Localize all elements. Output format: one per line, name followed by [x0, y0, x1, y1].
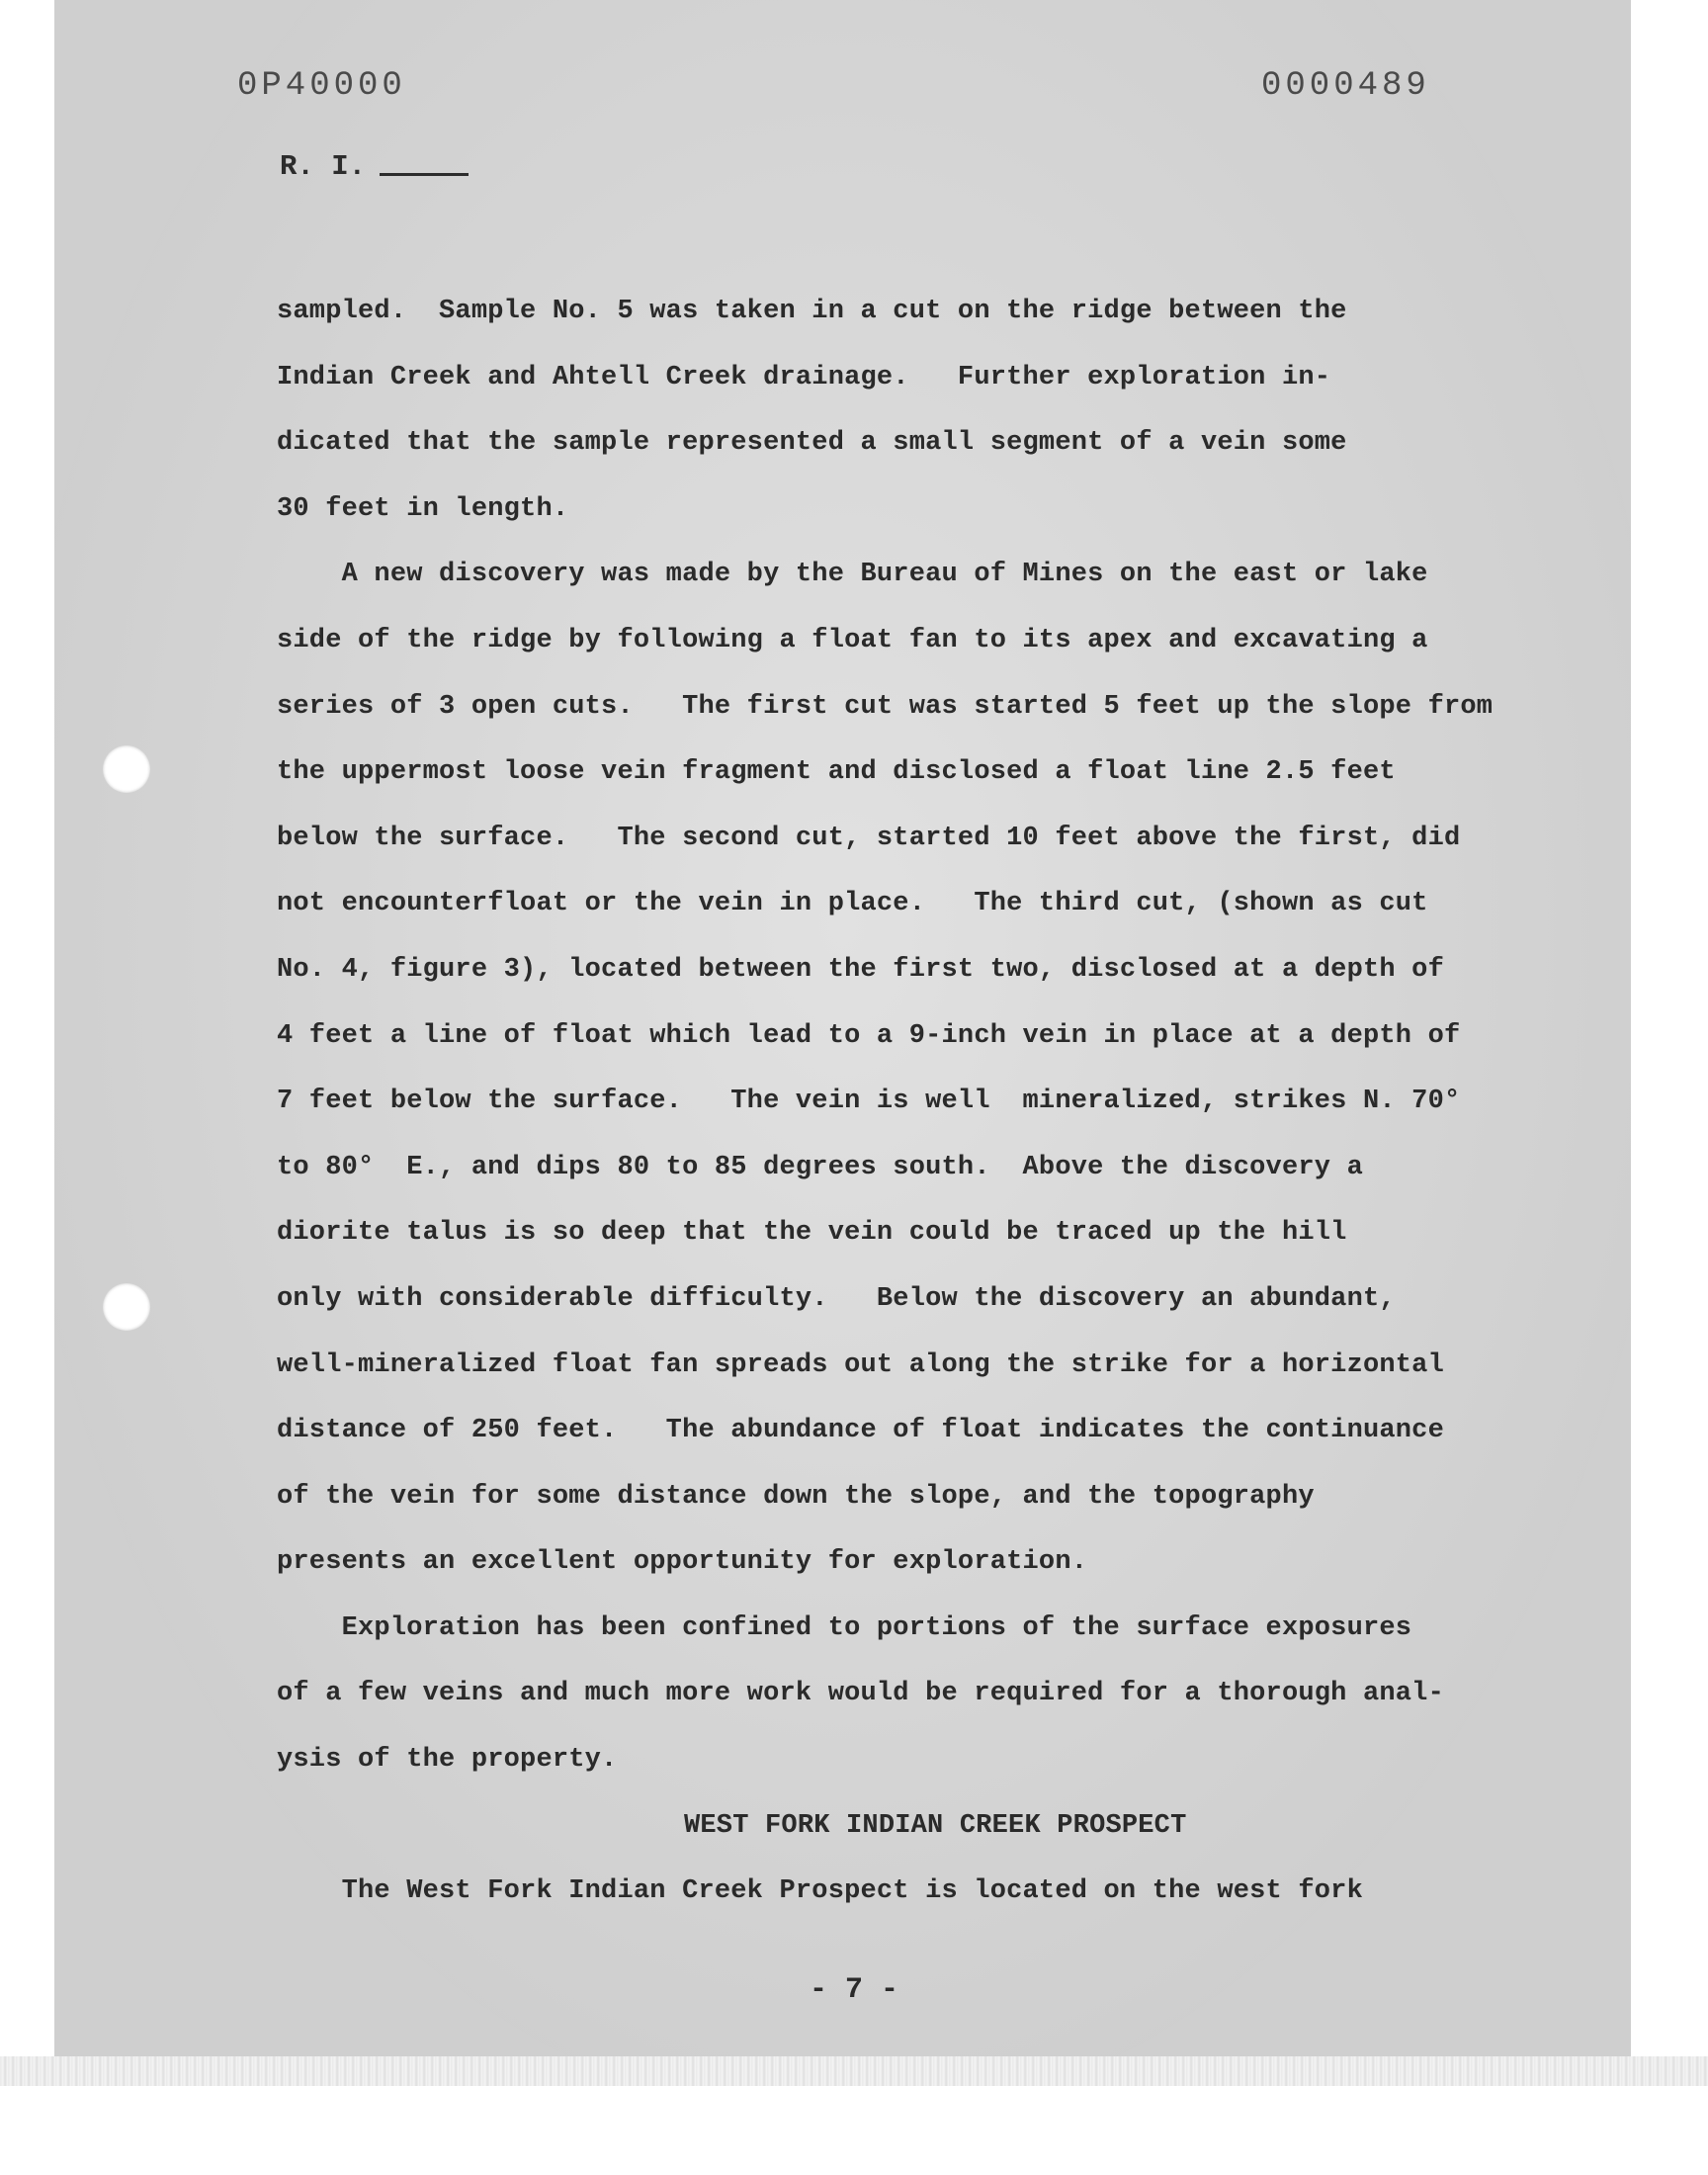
text-line: 30 feet in length.	[277, 493, 569, 524]
text-line: Indian Creek and Ahtell Creek drainage. Further exploration in-	[277, 362, 1331, 392]
text-line: of a few veins and much more work would be required for a thorough anal-	[277, 1679, 1444, 1709]
ri-label: R. I.	[280, 150, 367, 183]
text-line: diorite talus is so deep that the vein could be traced up the hill	[277, 1218, 1347, 1249]
text-line: the uppermost loose vein fragment and disclosed a float line 2.5 feet	[277, 757, 1396, 788]
text-line: No. 4, figure 3), located between the first two, disclosed at a depth of	[277, 954, 1444, 985]
punch-hole-top	[103, 745, 150, 793]
text-line: ysis of the property.	[277, 1745, 618, 1776]
body-text	[277, 279, 1572, 1925]
text-line: of the vein for some distance down the slope, and the topography	[277, 1481, 1315, 1512]
text-line: not encounterfloat or the vein in place. The third cut, (shown as cut	[277, 889, 1428, 919]
document-code-right: 0000489	[1261, 67, 1430, 105]
text-line: 7 feet below the surface. The vein is well mineralized, strikes N. 70°	[277, 1087, 1461, 1117]
text-line: series of 3 open cuts. The first cut was started 5 feet up the slope from	[277, 691, 1494, 722]
text-line: dicated that the sample represented a small segment of a vein some	[277, 428, 1347, 459]
text-line: below the surface. The second cut, started 10 feet above the first, did	[277, 823, 1461, 853]
page-number: - 7 -	[809, 1973, 898, 2007]
scan-bottom-edge	[0, 2056, 1708, 2086]
text-line: presents an excellent opportunity for exploration.	[277, 1547, 1088, 1578]
text-line: only with considerable difficulty. Below the discovery an abundant,	[277, 1283, 1396, 1314]
text-line: Exploration has been confined to portions of the surface exposures	[277, 1612, 1412, 1643]
text-line: side of the ridge by following a float fan to its apex and excavating a	[277, 625, 1428, 655]
text-line: A new discovery was made by the Bureau of Mines on the east or lake	[277, 560, 1428, 590]
report-number-line	[280, 150, 469, 183]
ri-blank-underline	[380, 173, 469, 176]
section-heading: WEST FORK INDIAN CREEK PROSPECT	[684, 1810, 1187, 1841]
document-code-left: 0P40000	[237, 67, 406, 105]
text-line: well-mineralized float fan spreads out along the strike for a horizontal	[277, 1349, 1444, 1380]
punch-hole-bottom	[103, 1283, 150, 1331]
text-line: to 80° E., and dips 80 to 85 degrees south. Above the discovery a	[277, 1152, 1363, 1182]
text-line: 4 feet a line of float which lead to a 9-inch vein in place at a depth of	[277, 1020, 1461, 1051]
text-line: sampled. Sample No. 5 was taken in a cut on the ridge between the	[277, 297, 1347, 326]
text-line: distance of 250 feet. The abundance of float indicates the continuance	[277, 1416, 1444, 1446]
text-line: The West Fork Indian Creek Prospect is located on the west fork	[277, 1876, 1363, 1907]
